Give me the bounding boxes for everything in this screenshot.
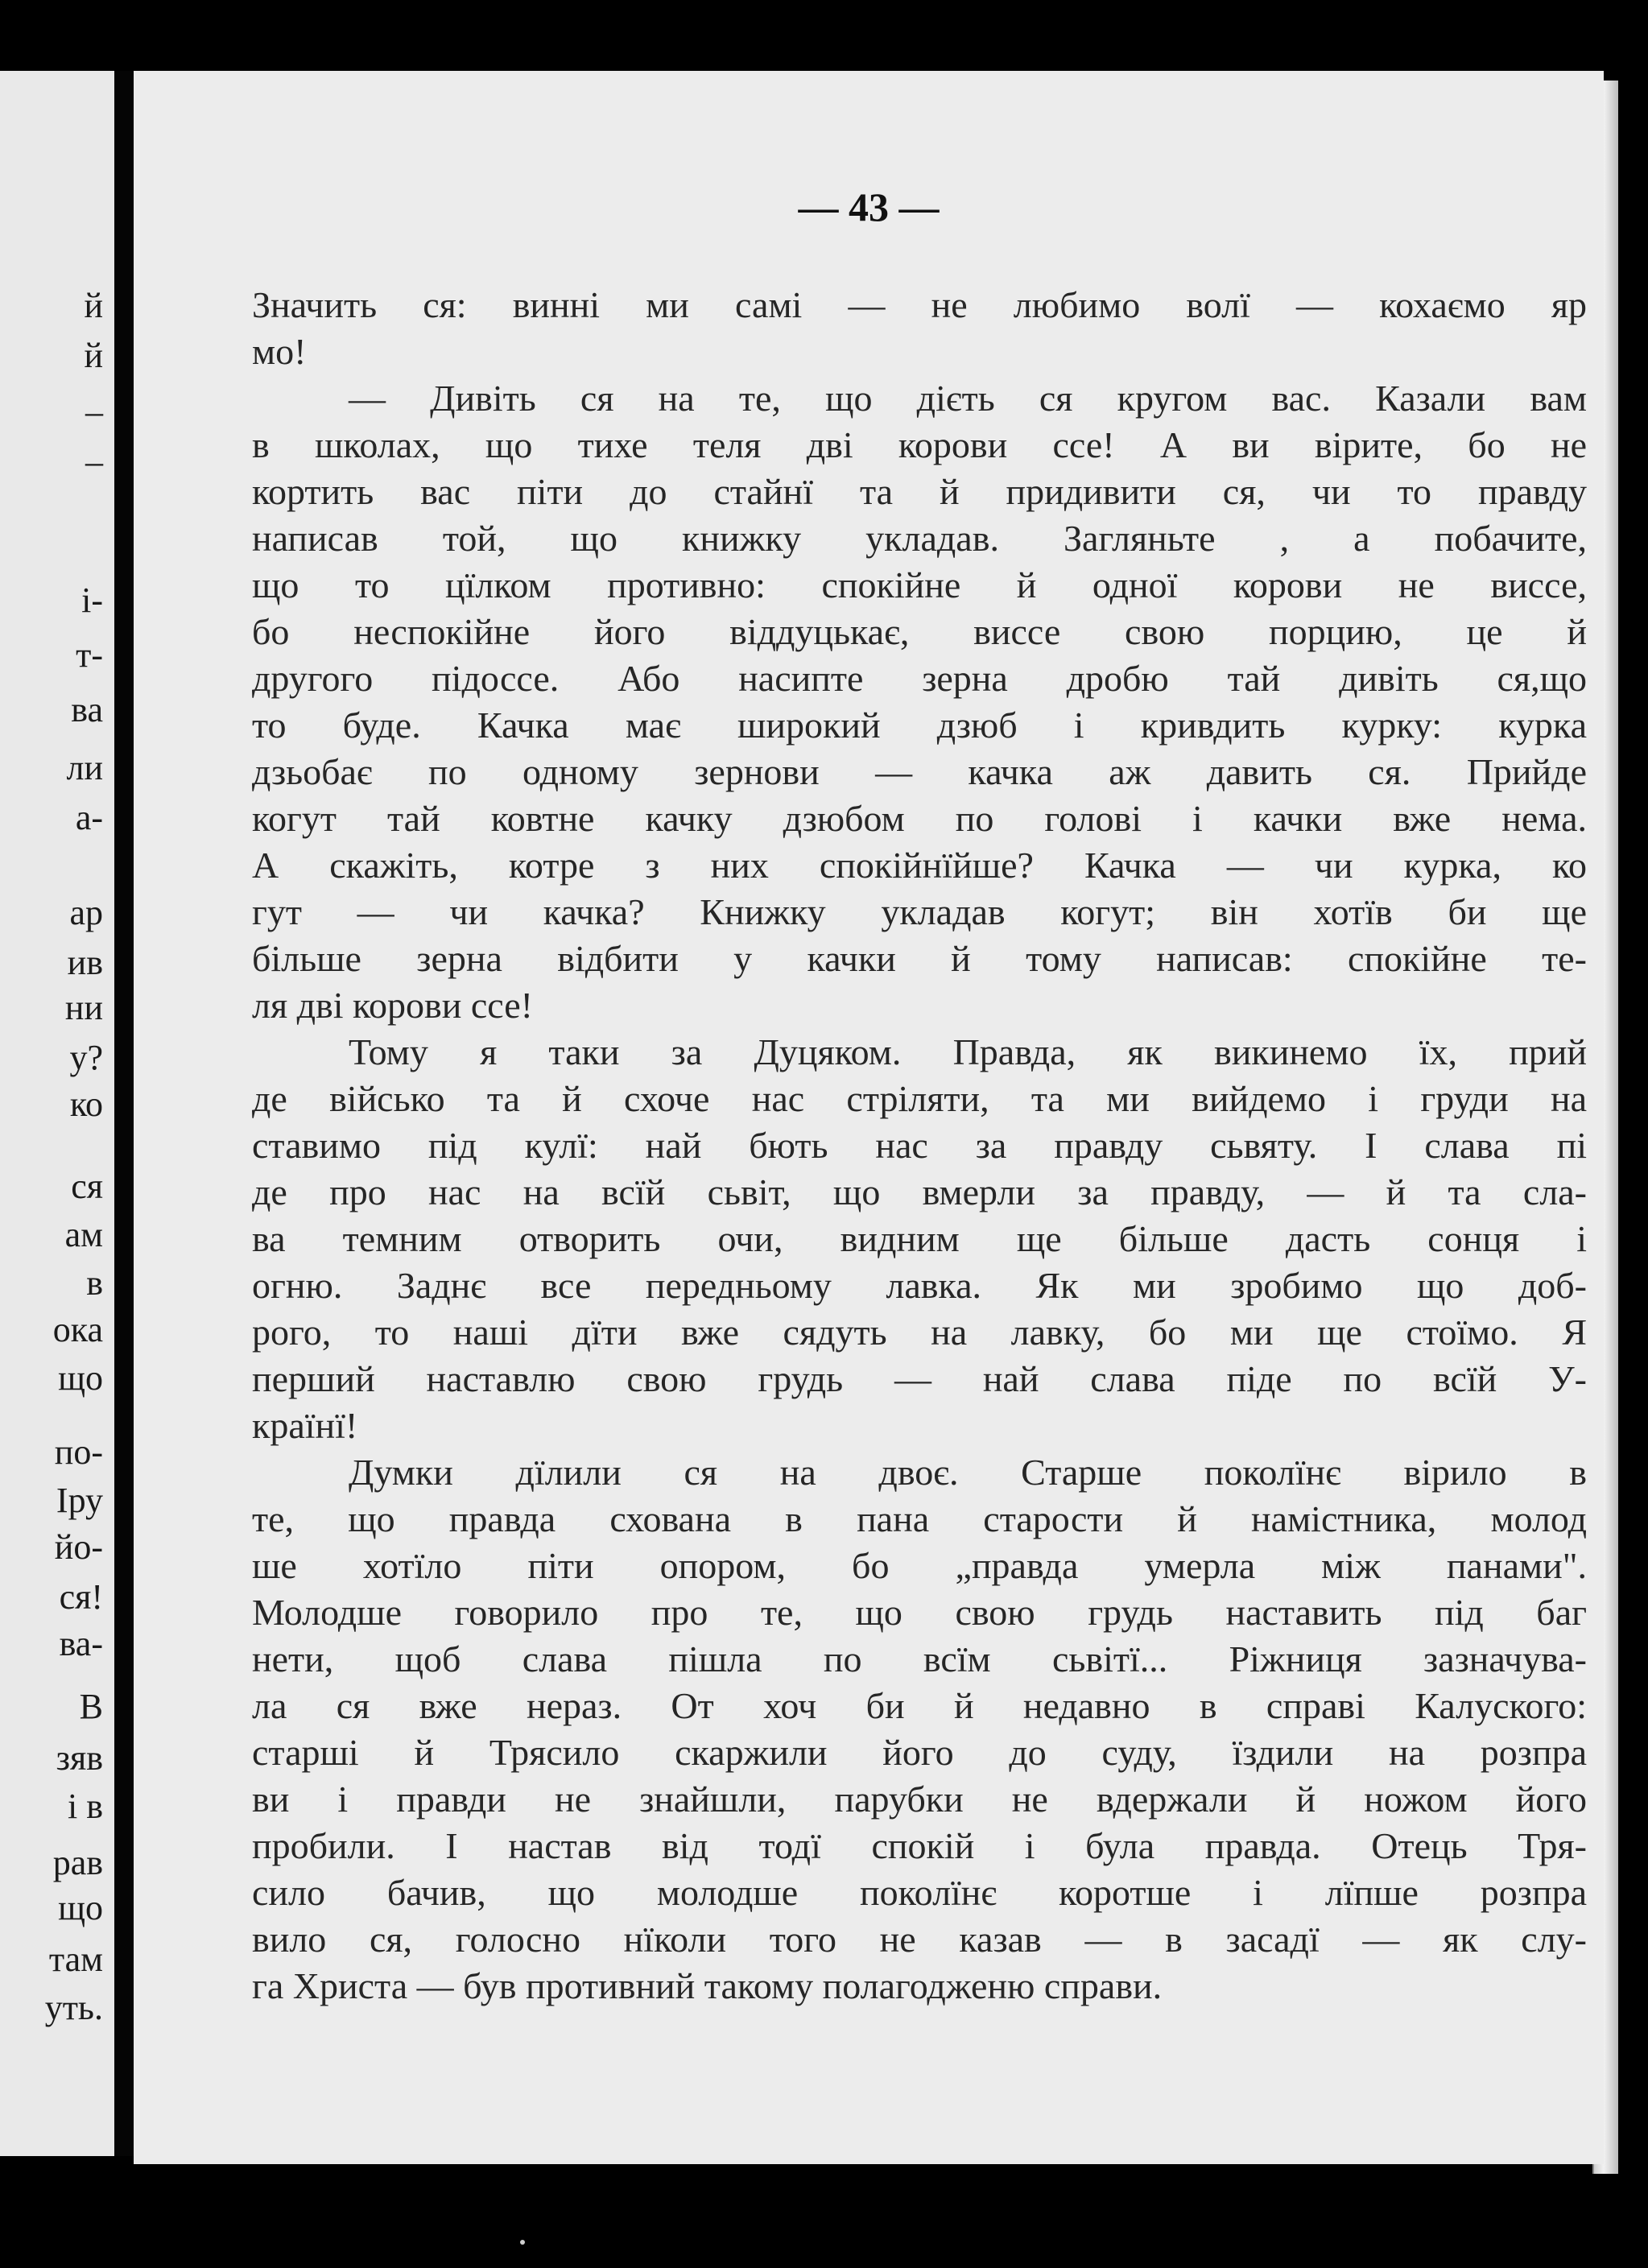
text-line: гут — чи качка? Книжку укладав когут; він хотїв би ще [252,891,1587,932]
text-line: що то цїлком противно: спокійне й одної корови не виссе, [252,564,1587,605]
text-line: кортить вас піти до стайнї та й придивити ся, чи то правду [252,471,1587,512]
previous-page-line-fragment: ли [66,748,103,787]
previous-page-line-fragment: уть. [44,1988,103,2027]
text-line: написав той, що книжку укладав. Загляньте , а побачите, [252,518,1587,559]
text-line: Значить ся: винні ми самі — не любимо волї — кохаємо яр [252,284,1587,325]
previous-page-line-fragment: ся! [59,1577,103,1617]
text-line: Думки дїлили ся на двоє. Старше поколїнє вірило в [349,1452,1587,1493]
text-line: мо! [252,331,307,372]
previous-page-line-fragment: ни [64,988,103,1027]
previous-page-line-fragment: ока [52,1310,103,1349]
text-line: де про нас на всїй сьвіт, що вмерли за правду, — й та сла- [252,1171,1587,1212]
text-line: ви і правди не знайшли, парубки не вдержали й ножом його [252,1778,1587,1820]
text-line: то буде. Качка має широкий дзюб і кривдить курку: курка [252,704,1587,746]
previous-page-line-fragment: у? [69,1038,103,1077]
text-line: пробили. І настав від тодї спокій і була правда. Отець Тря- [252,1825,1587,1866]
previous-page-line-fragment: ва- [59,1624,103,1663]
previous-page-line-fragment: рав [52,1843,103,1882]
dust-speck [520,2240,525,2245]
text-line: нети, щоб слава пішла по всїм сьвітї... Ріжниця зазначува- [252,1638,1587,1679]
text-line: А скажіть, котре з них спокійнїйше? Качка — чи курка, ко [252,845,1587,886]
text-line: країнї! [252,1405,358,1446]
previous-page-line-fragment: йо- [54,1527,103,1567]
previous-page-line-fragment: т- [76,635,103,675]
previous-page-line-fragment: і в [68,1787,103,1826]
text-line: перший наставлю свою грудь — най слава піде по всїй У- [252,1358,1587,1399]
text-line: Молодше говорило про те, що свою грудь наставить під баг [252,1592,1587,1633]
text-line: — Дивіть ся на те, що дієть ся кругом вас. Казали вам [349,378,1587,419]
previous-page-fragment [0,71,114,2156]
previous-page-line-fragment: ва [71,690,103,729]
text-line: ля дві корови ссе! [252,985,533,1026]
book-page [134,71,1604,2164]
previous-page-line-fragment: що [58,1888,103,1927]
text-line: в школах, що тихе теля дві корови ссе! А ви вірите, бо не [252,424,1587,465]
previous-page-line-fragment: ив [67,943,103,982]
previous-page-line-fragment: ся [71,1167,103,1206]
previous-page-line-fragment: Іру [56,1481,103,1520]
previous-page-line-fragment: там [48,1940,103,1979]
previous-page-line-fragment: ам [64,1215,103,1254]
previous-page-line-fragment: ар [69,893,103,932]
previous-page-line-fragment: й [84,286,103,325]
text-line: вило ся, голосно нїколи того не казав — в засадї — як слу- [252,1919,1587,1960]
text-line: те, що правда схована в пана старости й намістника, молод [252,1498,1587,1539]
previous-page-line-fragment: по- [54,1432,103,1472]
previous-page-line-fragment: а- [75,798,103,837]
previous-page-line-fragment: ко [69,1084,103,1124]
previous-page-line-fragment: – [85,442,103,481]
text-line: більше зерна відбити у качки й тому написав: спокійне те- [252,938,1587,979]
text-line: дзьобає по одному зернови — качка аж давить ся. Прийде [252,751,1587,792]
text-line: ва темним отворить очи, видним ще більше дасть сонця і [252,1218,1587,1259]
text-line: ше хотїло піти опором, бо „правда умерла між панами". [252,1545,1587,1586]
previous-page-line-fragment: В [79,1687,103,1726]
text-line: другого підоссе. Або насипте зерна дробю тай дивіть ся,що [252,658,1587,699]
page-number: — 43 — [798,184,940,229]
text-line: старші й Трясило скаржили його до суду, їздили на розпра [252,1732,1587,1773]
text-line: сило бачив, що молодше поколїнє коротше і лїпше розпра [252,1872,1587,1913]
body-text [252,282,1587,2010]
previous-page-line-fragment: зяв [56,1738,103,1778]
previous-page-line-fragment: – [85,392,103,432]
text-line: огню. Заднє все передньому лавка. Як ми зробимо що доб- [252,1265,1587,1306]
previous-page-line-fragment: і- [81,580,103,620]
text-line: га Христа — був противний такому полагодженю справи. [252,1965,1163,2006]
previous-page-text-column [0,71,113,2156]
previous-page-line-fragment: що [58,1358,103,1398]
text-line: бо неспокійне його віддуцькає, виссе свою порцию, це й [252,611,1587,652]
text-line: ставимо під кулї: най бють нас за правду сьвяту. І слава пі [252,1125,1587,1166]
previous-page-line-fragment: в [86,1263,103,1303]
text-line: рого, то наші дїти вже сядуть на лавку, бо ми ще стоїмо. Я [252,1312,1587,1353]
text-line: ла ся вже нераз. От хоч би й недавно в справі Калуского: [252,1685,1587,1726]
text-line: Тому я таки за Дуцяком. Правда, як викинемо їх, прий [349,1031,1587,1072]
previous-page-line-fragment: й [84,336,103,375]
book-gutter [114,71,134,2156]
text-line: когут тай ковтне качку дзюбом по голові і качки вже нема. [252,798,1587,839]
text-line: де військо та й схоче нас стріляти, та ми вийдемо і груди на [252,1078,1587,1119]
